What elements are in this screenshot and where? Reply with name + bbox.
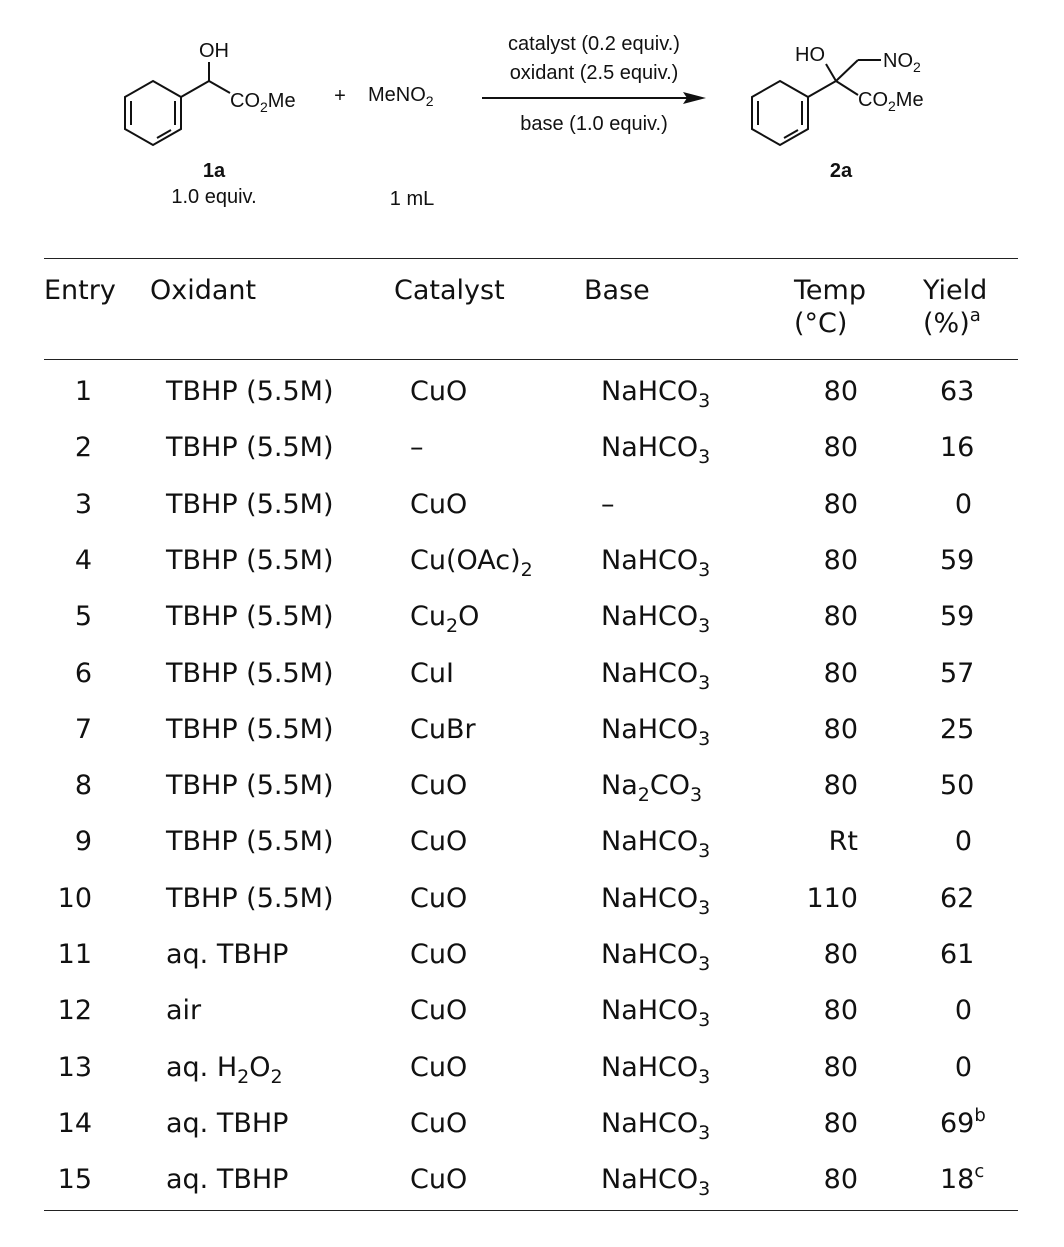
product-ester-label: $CO_2Me$ [858, 89, 924, 114]
cell-temp: 80 [823, 995, 858, 1026]
cell-base: $Na_2CO_3$ [601, 770, 703, 806]
cell-entry: 5 [74, 601, 92, 632]
cell-catalyst: CuI [410, 658, 454, 689]
header-yield [923, 274, 987, 340]
table-bottom-rule [44, 1210, 1018, 1211]
table-top-rule [44, 258, 1018, 259]
cell-yield [940, 1105, 986, 1140]
header-yield-unit-line [923, 307, 987, 340]
cell-yield [940, 1052, 972, 1084]
cell-yield [940, 1161, 985, 1196]
cell-entry: 14 [57, 1108, 92, 1139]
cell-entry: 4 [74, 545, 92, 576]
header-yield-label: Yield [923, 275, 988, 306]
cell-oxidant: TBHP (5.5M) [166, 489, 334, 520]
yield-value: 61 [940, 939, 975, 970]
cell-yield [940, 826, 972, 858]
cell-temp: 80 [823, 1108, 858, 1139]
cell-catalyst: CuO [410, 770, 468, 801]
cell-base: NaHCO$_3$ [601, 601, 711, 637]
cell-oxidant: TBHP (5.5M) [166, 601, 334, 632]
header-yield-footnote: a [969, 305, 981, 326]
cell-base: NaHCO$_3$ [601, 995, 711, 1031]
cell-yield [940, 770, 975, 802]
cell-entry: 11 [57, 939, 92, 970]
cell-yield [940, 376, 975, 408]
cell-temp: 80 [823, 714, 858, 745]
cell-temp: 80 [823, 376, 858, 407]
reactant-label: 1a [202, 160, 226, 182]
cell-catalyst: CuO [410, 995, 468, 1026]
cell-yield [940, 714, 975, 746]
cell-oxidant: TBHP (5.5M) [166, 432, 334, 463]
cell-temp: 80 [823, 1164, 858, 1195]
condition-oxidant: oxidant (2.5 equiv.) [509, 62, 679, 84]
cell-yield [940, 883, 975, 915]
yield-value: 18 [940, 1164, 975, 1195]
reactant-oh-label: OH [199, 40, 229, 62]
cell-temp: 80 [823, 545, 858, 576]
table-header-rule [44, 359, 1018, 360]
yield-value: 16 [940, 432, 975, 463]
cell-catalyst: CuO [410, 939, 468, 970]
cell-oxidant: aq. $H_2O_2$ [166, 1052, 283, 1088]
yield-value: 0 [954, 489, 972, 520]
cell-oxidant: air [166, 995, 202, 1026]
cell-oxidant: TBHP (5.5M) [166, 376, 334, 407]
header-yield-unit: (%) [923, 308, 970, 339]
cell-catalyst: CuO [410, 1108, 468, 1139]
yield-value: 25 [940, 714, 975, 745]
condition-catalyst: catalyst (0.2 equiv.) [508, 33, 680, 55]
cell-catalyst: CuO [410, 489, 468, 520]
cell-yield [940, 432, 975, 464]
cell-oxidant: TBHP (5.5M) [166, 770, 334, 801]
cell-catalyst: CuO [410, 1052, 468, 1083]
cell-temp: 80 [823, 939, 858, 970]
cell-catalyst: CuO [410, 883, 468, 914]
cell-oxidant: TBHP (5.5M) [166, 658, 334, 689]
cell-catalyst: CuBr [410, 714, 476, 745]
cell-yield [940, 658, 975, 690]
reactant-1a-structure [125, 62, 230, 145]
cell-yield [940, 489, 972, 521]
cell-catalyst: CuO [410, 826, 468, 857]
reaction-scheme [0, 0, 1064, 240]
yield-value: 0 [954, 826, 972, 857]
cell-yield [940, 601, 975, 633]
cell-base: NaHCO$_3$ [601, 545, 711, 581]
cell-temp: Rt [828, 826, 858, 857]
condition-base: base (1.0 equiv.) [520, 113, 668, 135]
product-ho-label: HO [795, 44, 825, 66]
cell-oxidant: aq. TBHP [166, 939, 289, 970]
cell-entry: 1 [74, 376, 92, 407]
cell-base: NaHCO$_3$ [601, 1108, 711, 1144]
cell-catalyst: CuO [410, 376, 468, 407]
yield-value: 63 [940, 376, 975, 407]
cell-entry: 9 [74, 826, 92, 857]
cell-oxidant: TBHP (5.5M) [166, 714, 334, 745]
cell-oxidant: TBHP (5.5M) [166, 545, 334, 576]
cell-temp: 110 [806, 883, 858, 914]
cell-base: NaHCO$_3$ [601, 1164, 711, 1200]
cell-base: NaHCO$_3$ [601, 376, 711, 412]
cell-yield [940, 545, 975, 577]
cell-temp: 80 [823, 770, 858, 801]
header-catalyst: Catalyst [394, 275, 505, 306]
reactant-amount: 1.0 equiv. [171, 186, 257, 208]
header-temp [794, 274, 866, 340]
yield-value: 69 [940, 1108, 975, 1139]
header-oxidant: Oxidant [150, 275, 257, 306]
cell-base: NaHCO$_3$ [601, 658, 711, 694]
cell-entry: 12 [57, 995, 92, 1026]
cell-entry: 15 [57, 1164, 92, 1195]
cell-entry: 8 [74, 770, 92, 801]
cell-base: NaHCO$_3$ [601, 826, 711, 862]
cell-base: NaHCO$_3$ [601, 883, 711, 919]
cell-entry: 3 [74, 489, 92, 520]
yield-value: 0 [954, 1052, 972, 1083]
cell-base: NaHCO$_3$ [601, 432, 711, 468]
yield-footnote: c [974, 1161, 985, 1182]
plus-sign: + [334, 85, 346, 107]
cell-oxidant: TBHP (5.5M) [166, 826, 334, 857]
cell-catalyst: – [410, 432, 424, 463]
product-nitro-label: $NO_2$ [883, 50, 921, 75]
cell-catalyst: $Cu(OAc)_2$ [410, 545, 533, 581]
cell-base: NaHCO$_3$ [601, 1052, 711, 1088]
header-entry: Entry [44, 275, 116, 306]
header-temp-unit: (°C) [794, 308, 848, 339]
yield-value: 50 [940, 770, 975, 801]
cell-catalyst: $Cu_2O$ [410, 601, 480, 637]
cell-temp: 80 [823, 658, 858, 689]
yield-value: 57 [940, 658, 975, 689]
reagent-label: MeNO$_2$ [368, 84, 434, 109]
cell-temp: 80 [823, 601, 858, 632]
cell-base: NaHCO$_3$ [601, 939, 711, 975]
yield-value: 0 [954, 995, 972, 1026]
cell-entry: 2 [74, 432, 92, 463]
cell-entry: 13 [57, 1052, 92, 1083]
cell-base: – [601, 489, 615, 520]
reagent-amount: 1 mL [389, 188, 435, 210]
yield-value: 59 [940, 545, 975, 576]
cell-oxidant: aq. TBHP [166, 1108, 289, 1139]
product-label: 2a [829, 160, 853, 182]
cell-base: NaHCO$_3$ [601, 714, 711, 750]
cell-yield [940, 939, 975, 971]
yield-footnote: b [974, 1105, 986, 1126]
cell-oxidant: aq. TBHP [166, 1164, 289, 1195]
header-base: Base [584, 275, 650, 306]
cell-temp: 80 [823, 489, 858, 520]
yield-value: 62 [940, 883, 975, 914]
cell-catalyst: CuO [410, 1164, 468, 1195]
cell-entry: 6 [74, 658, 92, 689]
cell-entry: 10 [57, 883, 92, 914]
cell-entry: 7 [74, 714, 92, 745]
cell-oxidant: TBHP (5.5M) [166, 883, 334, 914]
cell-temp: 80 [823, 432, 858, 463]
cell-yield [940, 995, 972, 1027]
reactant-ester-label: $CO_2Me$ [230, 90, 296, 115]
yield-value: 59 [940, 601, 975, 632]
reaction-arrow [482, 92, 706, 104]
header-temp-label: Temp [794, 275, 866, 306]
cell-temp: 80 [823, 1052, 858, 1083]
